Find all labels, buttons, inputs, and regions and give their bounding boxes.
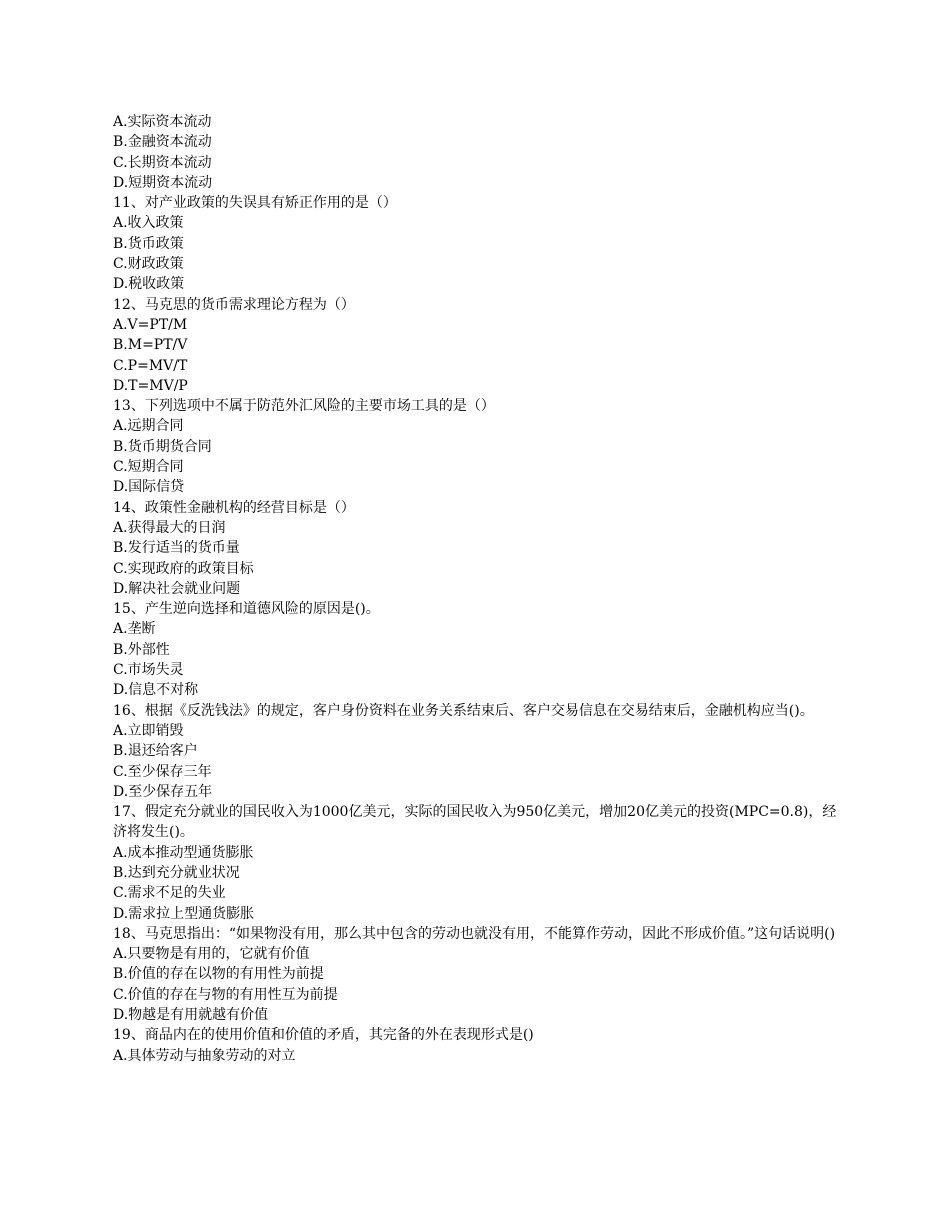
option-line: D.国际信贷 [113, 479, 185, 496]
option-line: A.具体劳动与抽象劳动的对立 [113, 1047, 296, 1064]
question-line: 18、马克思指出：“如果物没有用，那么其中包含的劳动也就没有用，不能算作劳动，因此不形成价值。”这句话说明() [113, 925, 836, 942]
option-line: C.财政政策 [113, 256, 184, 273]
option-line: D.T=MV/P [113, 377, 188, 394]
question-line: 17、假定充分就业的国民收入为1000亿美元，实际的国民收入为950亿美元，增加20亿美元的投资(MPC=0.8)，经济将发生()。 [113, 804, 837, 841]
question-line: 15、产生逆向选择和道德风险的原因是()。 [113, 601, 380, 618]
option-line: A.远期合同 [113, 418, 184, 435]
option-line: D.短期资本流动 [113, 174, 213, 191]
option-line: D.物越是有用就越有价值 [113, 1007, 269, 1024]
option-line: C.长期资本流动 [113, 154, 212, 171]
option-line: A.成本推动型通货膨胀 [113, 844, 254, 861]
question-line: 13、下列选项中不属于防范外汇风险的主要市场工具的是（） [113, 398, 495, 415]
option-line: C.需求不足的失业 [113, 885, 226, 902]
option-line: A.垄断 [113, 621, 156, 638]
question-line: 16、根据《反洗钱法》的规定，客户身份资料在业务关系结束后、客户交易信息在交易结束后，金融机构应当()。 [113, 702, 814, 719]
option-line: A.立即销毁 [113, 722, 184, 739]
option-line: A.获得最大的日润 [113, 519, 226, 536]
option-line: C.P=MV/T [113, 357, 188, 374]
option-line: C.价值的存在与物的有用性互为前提 [113, 986, 338, 1003]
option-line: D.需求拉上型通货膨胀 [113, 905, 255, 922]
option-line: B.M=PT/V [113, 337, 188, 354]
question-line: 11、对产业政策的失误具有矫正作用的是（） [113, 195, 397, 212]
option-line: B.价值的存在以物的有用性为前提 [113, 966, 324, 983]
option-line: B.外部性 [113, 641, 170, 658]
option-line: C.短期合同 [113, 459, 184, 476]
option-line: A.V=PT/M [113, 316, 188, 333]
option-line: B.达到充分就业状况 [113, 864, 240, 881]
option-line: C.市场失灵 [113, 662, 184, 679]
option-line: B.货币政策 [113, 235, 184, 252]
option-line: B.退还给客户 [113, 743, 198, 760]
option-line: C.至少保存三年 [113, 763, 212, 780]
option-line: A.实际资本流动 [113, 114, 212, 130]
question-line: 14、政策性金融机构的经营目标是（） [113, 499, 355, 516]
option-line: C.实现政府的政策目标 [113, 560, 254, 577]
option-line: B.金融资本流动 [113, 134, 212, 151]
question-line: 12、马克思的货币需求理论方程为（） [113, 296, 355, 313]
option-line: D.解决社会就业问题 [113, 580, 241, 597]
option-line: D.至少保存五年 [113, 783, 213, 800]
option-line: B.发行适当的货币量 [113, 540, 240, 557]
option-line: B.货币期货合同 [113, 438, 212, 455]
option-line: A.收入政策 [113, 215, 184, 232]
document-page [113, 112, 840, 1066]
option-line: A.只要物是有用的，它就有价值 [113, 946, 310, 963]
question-line: 19、商品内在的使用价值和价值的矛盾，其完备的外在表现形式是() [113, 1027, 534, 1044]
option-line: D.信息不对称 [113, 682, 199, 699]
option-line: D.税收政策 [113, 276, 185, 293]
